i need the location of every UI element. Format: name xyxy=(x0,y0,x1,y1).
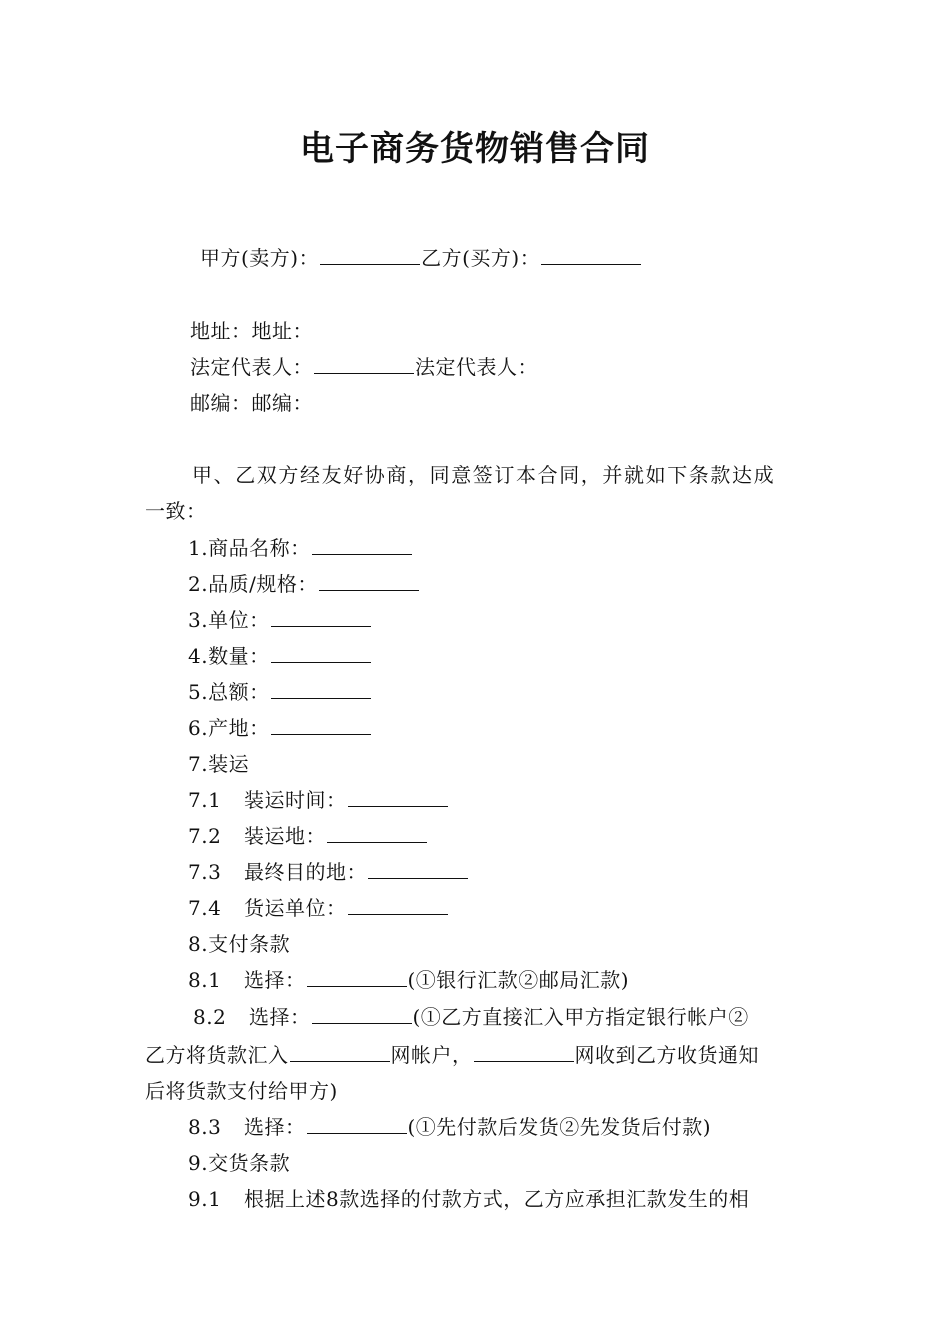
item-8-2-line-2 xyxy=(145,1040,759,1070)
intro-line-1: 甲、乙双方经友好协商，同意签订本合同，并就如下条款达成 xyxy=(192,463,776,487)
item-7-2-label: 装运地： xyxy=(244,824,326,848)
item-8-1-label: 选择： xyxy=(244,968,306,992)
item-2-blank xyxy=(319,572,419,591)
item-7-4-blank xyxy=(348,896,448,915)
page-title: 电子商务货物销售合同 xyxy=(300,129,650,169)
item-8-2-label: 选择： xyxy=(249,1005,311,1029)
item-7-3 xyxy=(188,857,469,887)
item-7-1 xyxy=(188,785,449,815)
item-3-blank xyxy=(271,608,371,627)
intro-line-2: 一致： xyxy=(145,499,207,523)
item-5-label: 5.总额： xyxy=(188,680,270,704)
item-8-1-number: 8.1 xyxy=(188,968,222,992)
address-line: 地址：地址： xyxy=(190,319,313,343)
legal-rep-line xyxy=(190,352,538,382)
item-5 xyxy=(188,677,372,707)
item-8-2-blank-3 xyxy=(474,1043,574,1062)
item-9-1 xyxy=(188,1184,749,1214)
item-8-3-blank xyxy=(307,1115,407,1134)
item-8-3 xyxy=(188,1112,711,1142)
item-8-1-options: (①银行汇款②邮局汇款) xyxy=(407,968,630,992)
item-4 xyxy=(188,641,372,671)
item-8-2-options: (①乙方直接汇入甲方指定银行帐户② xyxy=(412,1005,749,1029)
item-9-1-text: 根据上述8款选择的付款方式，乙方应承担汇款发生的相 xyxy=(244,1187,750,1211)
item-8-1 xyxy=(188,965,629,995)
legal-rep-b-label: 法定代表人： xyxy=(415,355,538,379)
seller-blank xyxy=(320,246,420,265)
item-7-1-number: 7.1 xyxy=(188,788,222,812)
item-8-2-blank-2 xyxy=(290,1043,390,1062)
item-4-blank xyxy=(271,644,371,663)
item-1-label: 1.商品名称： xyxy=(188,536,311,560)
parties-line xyxy=(200,243,642,273)
item-3 xyxy=(188,605,372,635)
item-8-3-number: 8.3 xyxy=(188,1115,222,1139)
item-8-1-blank xyxy=(307,968,407,987)
item-2 xyxy=(188,569,420,599)
item-8-2-text-a: 乙方将货款汇入 xyxy=(145,1043,289,1067)
item-7-1-label: 装运时间： xyxy=(244,788,347,812)
item-8: 8.支付条款 xyxy=(188,932,291,956)
legal-rep-blank xyxy=(314,355,414,374)
item-3-label: 3.单位： xyxy=(188,608,270,632)
item-7-4 xyxy=(188,893,449,923)
item-8-3-options: (①先付款后发货②先发货后付款) xyxy=(407,1115,712,1139)
item-1-blank xyxy=(312,536,412,555)
item-2-label: 2.品质/规格： xyxy=(188,572,318,596)
item-7-3-number: 7.3 xyxy=(188,860,222,884)
item-7-2-blank xyxy=(327,824,427,843)
item-7-1-blank xyxy=(348,788,448,807)
item-7-4-number: 7.4 xyxy=(188,896,222,920)
item-9-1-number: 9.1 xyxy=(188,1187,222,1211)
item-8-2-text-b: 网帐户， xyxy=(390,1043,473,1067)
item-5-blank xyxy=(271,680,371,699)
item-7-2-number: 7.2 xyxy=(188,824,222,848)
item-8-3-label: 选择： xyxy=(244,1115,306,1139)
item-8-2 xyxy=(193,1002,749,1032)
item-7-3-blank xyxy=(368,860,468,879)
seller-label: 甲方(卖方)： xyxy=(200,246,320,270)
item-8-2-line-3: 后将货款支付给甲方) xyxy=(145,1079,338,1103)
postcode-line: 邮编：邮编： xyxy=(190,391,313,415)
buyer-label: 乙方(买方)： xyxy=(421,246,541,270)
item-9: 9.交货条款 xyxy=(188,1151,291,1175)
item-7-4-label: 货运单位： xyxy=(244,896,347,920)
item-7-3-label: 最终目的地： xyxy=(244,860,367,884)
item-4-label: 4.数量： xyxy=(188,644,270,668)
legal-rep-a-label: 法定代表人： xyxy=(190,355,313,379)
item-8-2-blank xyxy=(312,1005,412,1024)
item-7-2 xyxy=(188,821,428,851)
item-6-label: 6.产地： xyxy=(188,716,270,740)
item-6 xyxy=(188,713,372,743)
buyer-blank xyxy=(541,246,641,265)
item-1 xyxy=(188,533,413,563)
item-8-2-number: 8.2 xyxy=(193,1005,227,1029)
item-6-blank xyxy=(271,716,371,735)
item-8-2-text-c: 网收到乙方收货通知 xyxy=(574,1043,759,1067)
item-7: 7.装运 xyxy=(188,752,250,776)
